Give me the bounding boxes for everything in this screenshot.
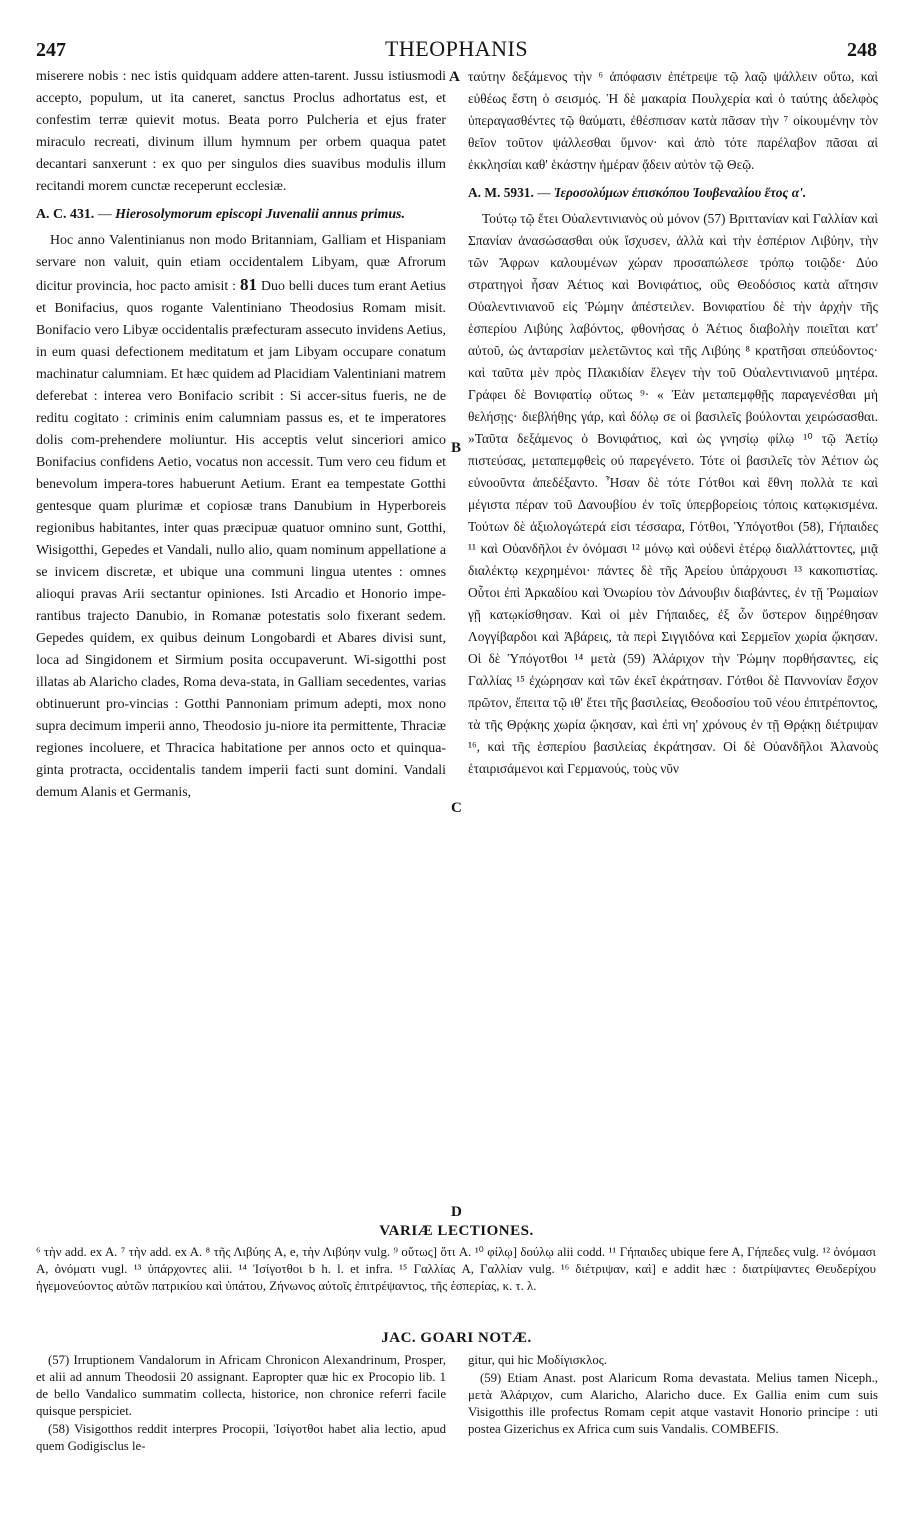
greek-rubric: A. M. 5931. — Ἱεροσολύμων ἐπισκόπου Ἰουβεναλίου ἔτος α'. — [468, 185, 807, 200]
page-number-left: 247 — [36, 39, 66, 61]
variae-lectiones: ⁶ τὴν add. ex A. ⁷ τὴν add. ex A. ⁸ τῆς Λιβύης A, e, τὴν Λιβύην vulg. ⁹ οὕτως] ὅτι A. ¹⁰ φίλῳ] δούλῳ alii codd. ¹¹ Γήπαιδες ubique fere A, Γήπεδες vulg. ¹² ὀνόμασι A, ὀνόματι vugl. ¹³ ὑπάρχοντες alii. ¹⁴ Ἰσίγοτθοι b h. l. et infra. ¹⁵ Γαλλίας A, Γαλλίαν vulg. ¹⁶ διέτριψαν, καὶ] e addit hæc : διατρίψαντες Θευδερίχου ἡγεμονεύοντος αὐτῶν πατρικίου καὶ ὑπάτου, Ζήνωνος αὐτοῖς ἐπιτρέψαντος, τῆς ἑσπερίας, κ. τ. λ. — [36, 1245, 876, 1293]
latin-rubric-year: A. C. 431. — [36, 207, 95, 222]
notes-heading: JAC. GOARI NOTÆ. — [381, 1330, 532, 1346]
latin-rubric: A. C. 431. — Hierosolymorum episcopi Juvenalii annus primus. — [36, 207, 405, 222]
running-title: THEOPHANIS — [384, 36, 529, 61]
margin-marker-b: B — [451, 440, 462, 456]
greek-rubric-year: A. M. 5931. — [468, 185, 534, 200]
latin-paragraph-2a: Hoc anno Valentinianus non modo Britanniam, Galliam et Hispaniam servare non valuit, quin etiam occidentalem Libyam, quæ Afrorum dicitur provincia, hoc pacto amisit : — [36, 233, 446, 294]
greek-column — [468, 66, 878, 1246]
page-number-right: 248 — [847, 39, 877, 61]
latin-paragraph-2 — [36, 230, 446, 804]
margin-marker-d: D — [451, 1204, 462, 1220]
greek-rubric-text: Ἱεροσολύμων ἐπισκόπου Ἰουβεναλίου ἔτος α'. — [553, 185, 807, 200]
greek-paragraph-2: Τούτῳ τῷ ἔτει Οὐαλεντινιανὸς οὐ μόνον (57) Βριττανίαν καὶ Γαλλίαν καὶ Σπανίαν ἀνασώσασθαι οὐκ ἴσχυσεν, ἀλλὰ καὶ τὴν ἑσπέριον Λιβύην, τὴν τῶν Ἄφρων καλουμένων χώραν προσαπώλεσε τρόπῳ τοιῷδε· Δύο στρατηγοὶ ἦσαν Ἀέτιος καὶ Βονιφάτιος, οὓς Θεοδόσιος κατὰ αἴτησιν Οὐαλεντινιανοῦ εἰς Ῥώμην ἀπέστειλεν. Βονιφατίου δὲ τὴν ἀρχὴν τῆς ἑσπερίου Λιβύης λαβόντος, φθονήσας ὁ Ἀέτιος διαβολὴν ποιεῖται κατ' αὐτοῦ, ὡς ἀνταρσίαν μελετῶντος καὶ τῆς Λιβύης ⁸ κρατῆσαι σπεύδοντος· καὶ ταῦτα μὲν πρὸς Πλακιδίαν ἔλεγεν τὴν τοῦ Οὐαλεντινιανοῦ μητέρα. Γράφει δὲ Βονιφατίῳ οὕτως ⁹· « Ἐὰν μεταπεμφθῇς παραγενέσθαι μὴ θελήσῃς· διεβλήθης γάρ, καὶ δόλῳ σε οἱ βασιλεῖς βούλονται χειρώσασθαι. »Ταῦτα δεξάμενος ὁ Βονιφάτιος, καὶ ὡς γνησίῳ φίλῳ ¹⁰ τῷ Ἀετίῳ πιστεύσας, μεταπεμφθεὶς οὐ παρεγένετο. Τότε οἱ βασιλεῖς τὸν Ἀέτιον ὡς εὐνοοῦντα ἀπεδέξαντο. Ἦσαν δὲ τότε Γότθοι καὶ ἔθνη πολλὰ τε καὶ μέγιστα πέραν τοῦ Δανουβίου ἐν τοῖς ὑπερβορείοις τόποις κατῳκισμένα. Τούτων δὲ ἀξιολογώτερά εἰσι τέσσαρα, Γότθοι, Ὑπόγοτθοι (58), Γήπαιδες ¹¹ καὶ Οὐανδῆλοι ἐν ὀνόμασι ¹² μόνῳ καὶ οὐδενὶ ἑτέρῳ διαλλάττοντες, μιᾷ διαλέκτῳ κεχρημένοι· πάντες δὲ τῆς Ἀρείου ὑπάρχουσι ¹³ κακοπιστίας. Οὗτοι ἐπὶ Ἀρκαδίου καὶ Ὀνωρίου τὸν Δάνουβιν διαβάντες, ἐν τῇ Ῥωμαίων γῇ κατῳκίσθησαν. Καὶ οἱ μὲν Γήπαιδες, ἐξ ὧν ὕστερον διῃρέθησαν Λογγίβαρδοι καὶ Ἀβάρεις, τὰ περὶ Σιγγιδόνα καὶ Σερμεῖον χωρία ᾤκησαν. Οἱ δὲ Ὑπόγοτθοι ¹⁴ μετὰ (59) Ἀλάριχον τὴν Ῥώμην πορθήσαντες, εἰς Γαλλίας ¹⁵ ἐχώρησαν καὶ τῶν ἐκεῖ ἐκράτησαν. Γότθοι δὲ Παννονίαν ἔσχον πρῶτον, ἔπειτα τῷ ιθ' ἔτει τῆς βασιλείας, Θεοδοσίου τοῦ νέου ἐπιτρέποντος, τὰ τῆς Θρᾴκης χωρία ᾤκησαν, καὶ ἐπὶ νη' χρόνους ἐν τῇ Θρᾴκῃ διέτριψαν ¹⁶, καὶ τῆς ἑσπερίου βασιλείας ἐκράτησαν. Οἱ δὲ Οὐανδῆλοι Ἀλανοὺς ἑταιρισάμενοι καὶ Γερμανούς, τοὺς νῦν — [468, 211, 878, 776]
folio-number: 81 — [240, 275, 257, 294]
latin-paragraph-2b: Duo belli duces tum erant Aetius et Bonifacius, quos rogante Valentiniano Theodosius Romam misit. Bonifacio vero Libyæ occidentalis præfecturam assecuto invidens Aetius, in eum quasi defectionem meditatum et jam Libyam occupare conatum machinatur calumniam. Et hæc quidem ad Placidiam Valentiniani matrem deferebat : interea vero Bonifacio scribit : Si accer-situs fueris, ne de reditu cogitato : criminis enim calumniam passus es, et te imperatores dolis com-prehendere moliuntur. His acceptis velut sinceriori amico Bonifacius confidens Aetio, vocatus non accessit. Tum vero ceu fidum et benevolum impera-tores habuerunt Aetium. Erant ea tempestate Gotthi gentesque quam plurimæ et copiosæ trans Danubium in Hyperboreis regionibus habitantes, inter quas præcipuæ quatuor omnino sunt, Gotthi, Wisigotthi, Gepedes et Vandali, nullo alio, quam nominum appellatione a se invicem discretæ, et ubique una communi lingua utentes : omnes alioqui pravas Arii sectantur opiniones. Isti Arcadio et Honorio impe-rantibus trajecto Danubio, in Romanæ potestatis solo fixerant sedem. Gepedes quidem, ex quibus deinum Longobardi et Abares divisi sunt, loca ad Singidonem et Sirmium posita occupaverunt. Wi-sigotthi post illatas ab Alaricho clades, Roma deva-stata, in Galliam secedentes, varias obtinuerunt pro-vincias : Gotthi Pannoniam primum adepti, mox nono supra decimum imperii anno, Theodosio ju-niore ita permittente, Thraciæ regiones incoluere, et Thracica habitatione per annos octo et quinqua-ginta protracta, occidentalis tandem imperii facti sunt domini. Vandali demum Alanis et Germanis, — [36, 279, 446, 800]
note-57: (57) Irruptionem Vandalorum in Africam Chronicon Alexandrinum, Prosper, et alii ad annum Theodosii 20 assignant. Eapropter quæ hic ex Procopio lib. 1 de bello Vandalico summatim collecta, historice, non chronice referri facile quisque perspiciet. — [36, 1353, 446, 1418]
greek-paragraph-1: ταύτην δεξάμενος τὴν ⁶ ἀπόφασιν ἐπέτρεψε τῷ λαῷ ψάλλειν οὕτω, καὶ εὐθέως ἔστη ὁ σεισμός. Ἡ δὲ μακαρία Πουλχερία καὶ ὁ ταύτης ἀδελφὸς ὑπεραγασθέντες τῷ θαύματι, ἐθέσπισαν κατὰ πᾶσαν τὴν ⁷ οἰκουμένην τὸν θεῖον τοῦτον ψάλλεσθαι ὕμνον· καὶ ἀπὸ τότε παρέλαβον πᾶσαι αἱ ἐκκλησίαι καθ' ἑκάστην ἡμέραν ᾄδειν αὐτὸν τῷ Θεῷ. — [468, 69, 878, 172]
latin-column — [36, 66, 446, 1246]
latin-rubric-text: Hierosolymorum episcopi Juvenalii annus primus. — [115, 207, 405, 222]
margin-marker-a: A — [449, 69, 460, 85]
note-59: (59) Etiam Anast. post Alaricum Roma devastata. Melius tamen Niceph., μετὰ Ἀλάριχον, cum Alaricho, Alaricho duce. Ex Gallia enim cum suis Visigotthis ille profectus Romam cepit atque vastavit Honorio principe : uti postea Gizerichus ex Africa cum suis Vandalis. COMBEFIS. — [468, 1371, 878, 1436]
variae-heading: VARIÆ LECTIONES. — [379, 1223, 534, 1239]
running-header — [36, 36, 877, 62]
notes-right-column — [468, 1352, 878, 1439]
latin-paragraph-1: miserere nobis : nec istis quidquam addere atten-tarent. Jussu istiusmodi accepto, populum, ut ita caneret, sanctus Proclus adhortatus est, et confestim terræ quievit motus. Beata porro Pulcheria et ejus frater miraculo recreati, divinum illum hymnum per orbem quaqua patet decantari sanxerunt : ex quo per singulos dies suavibus modulis illum recitandi morem cunctæ receperunt ecclesiæ. — [36, 69, 446, 194]
note-58: (58) Visigotthos reddit interpres Procopii, Ἰσίγοτθοι habet alia lectio, apud quem Godigisclus le- — [36, 1422, 446, 1453]
notes-left-column — [36, 1352, 446, 1456]
margin-marker-c: C — [451, 800, 462, 816]
note-58-continued: gitur, qui hic Μοδίγισκλος. — [468, 1353, 608, 1367]
